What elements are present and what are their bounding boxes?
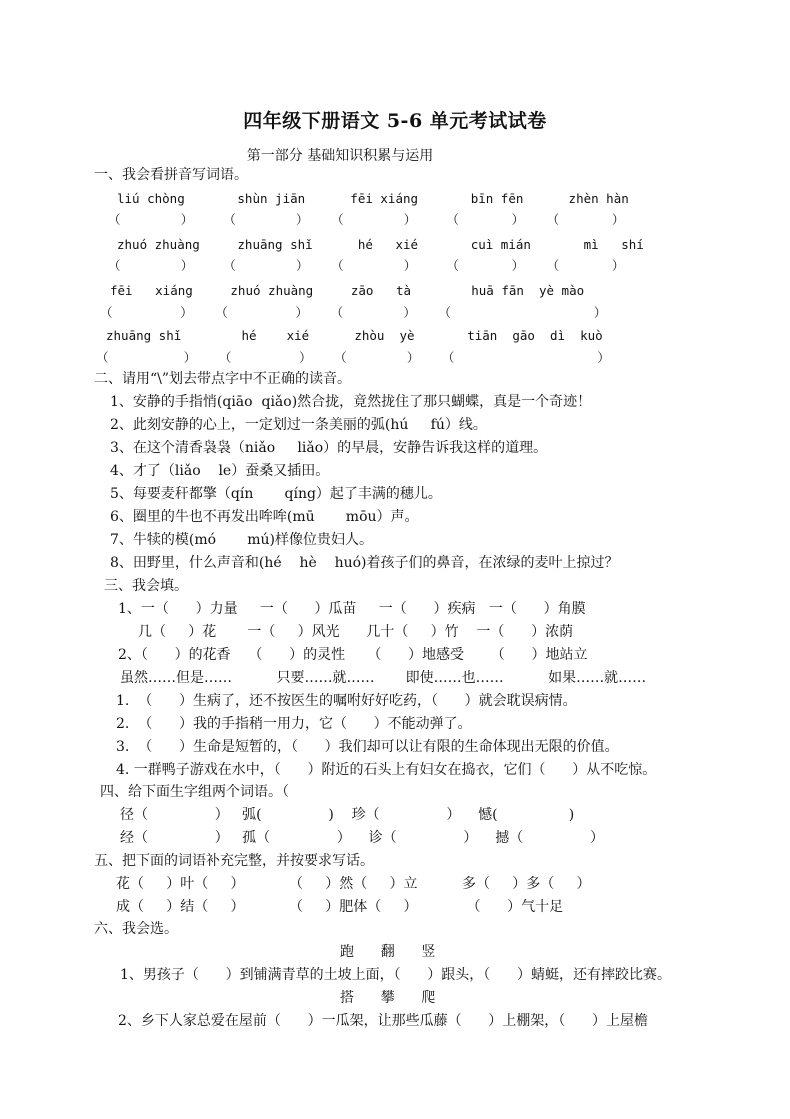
- idiom-row: 花（ ）叶（ ） （ ）然（ ）立 多（ ）多（ ）: [116, 876, 591, 892]
- choice-question: 2、乡下人家总爱在屋前（ ）一瓜架，让那些瓜藤（ ）上棚架，（ ）上屋檐: [118, 1013, 649, 1029]
- word-choices: 搭 攀 爬: [340, 990, 436, 1006]
- answer-row: （ ） （ ） （ ） （ ） （ ）: [108, 258, 625, 273]
- fill-row: 1. （ ）生病了，还不按医生的嘱咐好好吃药，（ ）就会耽误病情。: [116, 693, 577, 709]
- word-choices: 跑 翻 竖: [340, 944, 436, 960]
- idiom-row: 成（ ）结（ ） （ ）肥体（ ） （ ）气十足: [116, 899, 564, 915]
- fill-row: 几（ ）花 一（ ）风光 几十（ ）竹 一（ ）浓荫: [138, 624, 574, 640]
- fill-row: 2、（ ）的花香 （ ）的灵性 （ ）地感受 （ ）地站立: [118, 647, 588, 663]
- section-4-heading: 四、给下面生字组两个词语。（: [100, 784, 289, 800]
- pinyin-row: zhuāng shǐ hé xié zhòu yè tiān gāo dì kuò: [106, 328, 603, 343]
- question-item: 3、在这个清香袅袅（niǎo liǎo）的早晨，安静告诉我这样的道理。: [110, 440, 548, 456]
- section-3-heading: 三、我会填。: [104, 578, 188, 594]
- question-item: 7、牛犊的模(mó mú)样像位贵妇人。: [110, 532, 373, 548]
- fill-row: 4. 一群鸭子游戏在水中，（ ）附近的石头上有妇女在捣衣，它们（ ）从不吃惊。: [116, 762, 657, 778]
- question-item: 1、安静的手指悄(qiāo qiǎo)然合拢，竟然拢住了那只蝴蝶，真是一个奇迹！: [110, 394, 592, 410]
- section-2-heading: 二、请用“\”划去带点字中不正确的读音。: [94, 371, 352, 387]
- question-item: 2、此刻安静的心上，一定划过一条美丽的弧(hú fú）线。: [110, 417, 487, 433]
- question-item: 8、田野里，什么声音和(hé hè huó)着孩子们的鼻音，在浓绿的麦叶上掠过？: [110, 555, 619, 571]
- pinyin-row: liú chòng shùn jiān fēi xiáng bīn fēn zhèn hàn: [117, 191, 629, 206]
- answer-row: （ ） （ ） （ ） （ ）: [96, 350, 610, 365]
- question-item: 5、每要麦秆都擎（qín qíng）起了丰满的穗儿。: [110, 486, 442, 502]
- choice-question: 1、男孩子（ ）到铺满青草的土坡上面，（ ）跟头，（ ）蜻蜓，还有摔跤比赛。: [120, 967, 672, 983]
- fill-row: 3. （ ）生命是短暂的，（ ）我们却可以让有限的生命体现出无限的价值。: [116, 739, 619, 755]
- pinyin-row: zhuó zhuàng zhuāng shǐ hé xié cuì mián mì shí: [117, 237, 644, 252]
- word-group-row: 经（ ） 孤（ ） 诊（ ） 撼（ ）: [120, 830, 604, 846]
- section-5-heading: 五、把下面的词语补充完整，并按要求写话。: [94, 853, 374, 869]
- section-1-heading: 一、我会看拼音写词语。: [94, 167, 248, 183]
- section-6-heading: 六、我会选。: [94, 921, 178, 937]
- pinyin-row: fēi xiáng zhuó zhuàng zāo tà huā fān yè mào: [110, 283, 585, 298]
- question-item: 6、圈里的牛也不再发出哞哞(mū mōu）声。: [110, 509, 419, 525]
- question-item: 4、才了（liǎo le）蚕桑又插田。: [110, 463, 330, 479]
- word-group-row: 径（ ） 弧( ) 珍（ ） 憾( ): [120, 807, 575, 823]
- fill-row: 2. （ ）我的手指稍一用力，它（ ）不能动弹了。: [116, 716, 472, 732]
- fill-row: 1、一（ ）力量 一（ ）瓜苗 一（ ）疾病 一（ ）角膜: [118, 601, 586, 617]
- page-title: 四年级下册语文 5-6 单元考试试卷: [243, 110, 547, 132]
- answer-row: （ ） （ ） （ ） （ ）: [100, 305, 607, 320]
- page-subtitle: 第一部分 基础知识积累与运用: [246, 148, 434, 164]
- conjunction-row: 虽然……但是…… 只要……就…… 即使……也…… 如果……就……: [120, 670, 647, 686]
- answer-row: （ ） （ ） （ ） （ ） （ ）: [108, 212, 625, 227]
